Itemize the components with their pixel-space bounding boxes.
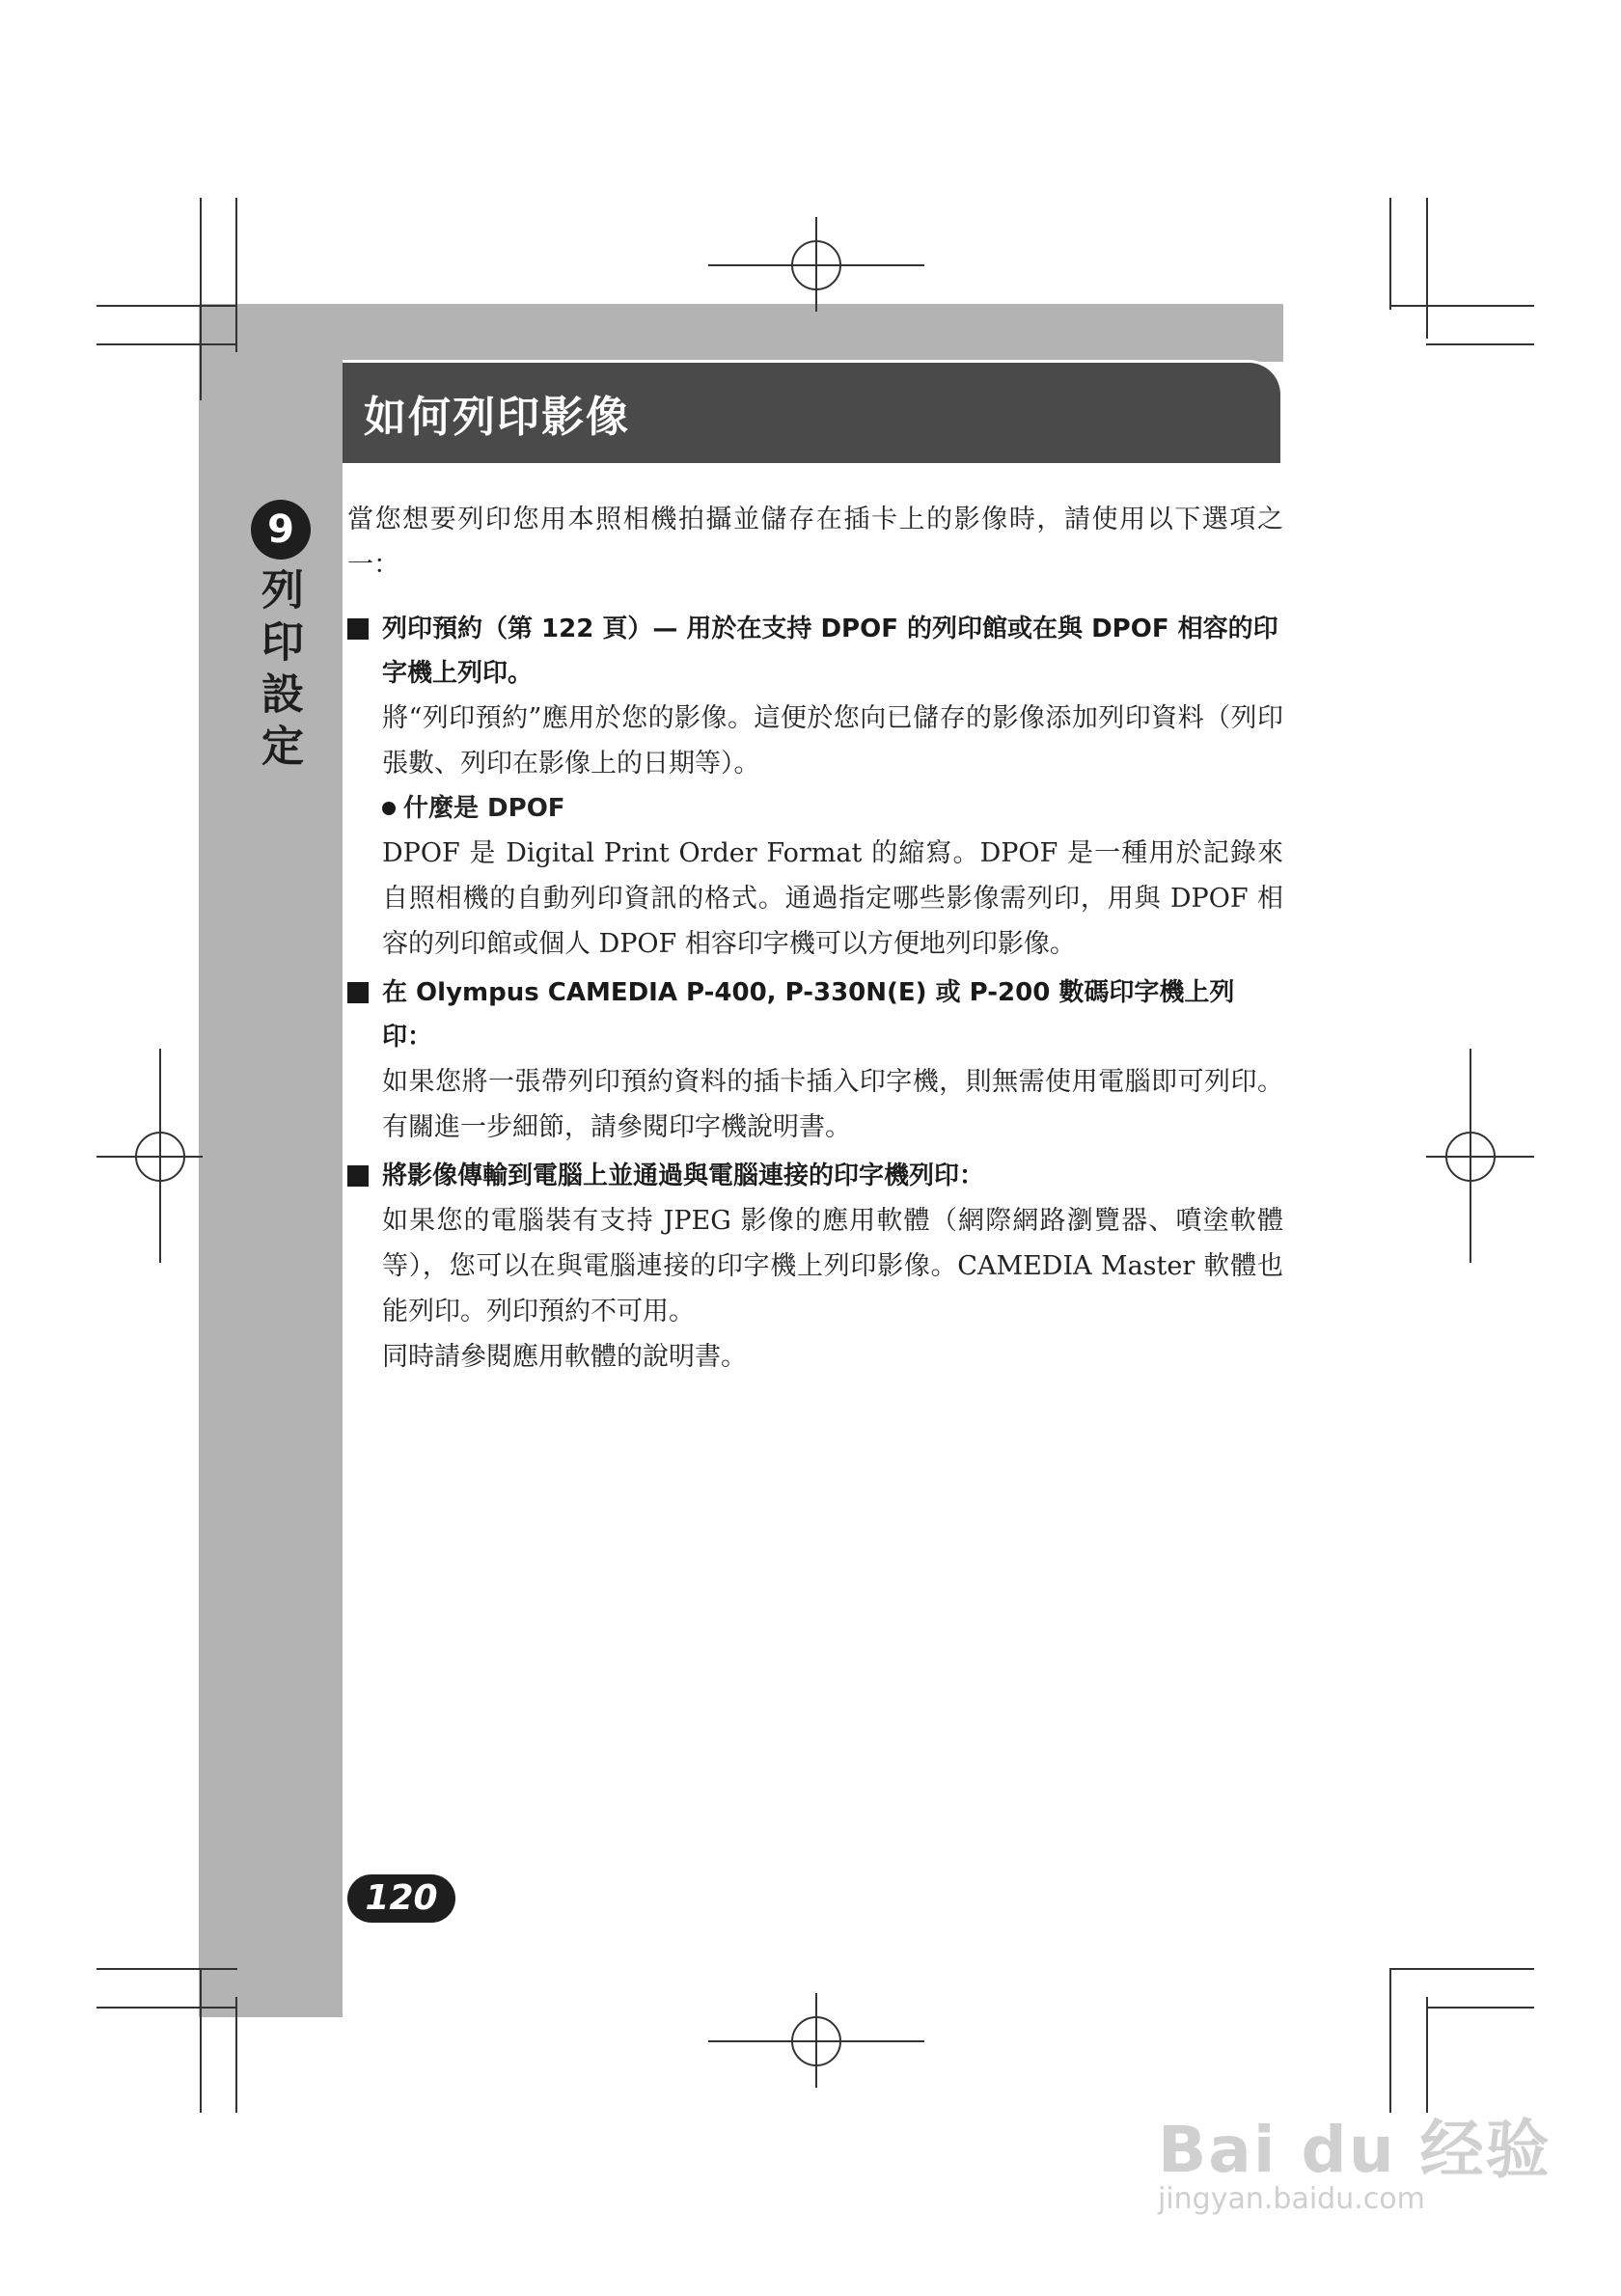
option-note: 同時請參閱應用軟體的說明書。 bbox=[382, 1342, 747, 1372]
crop-mark bbox=[96, 1968, 237, 1970]
chapter-title: 列印設定 bbox=[254, 567, 303, 776]
option-heading bbox=[347, 1154, 1283, 1198]
crop-mark bbox=[1389, 1968, 1534, 1970]
crop-mark bbox=[1426, 1997, 1428, 2113]
watermark-logo: Bai du 经验 bbox=[1158, 2113, 1552, 2187]
intro-paragraph: 當您想要列印您用本照相機拍攝並儲存在插卡上的影像時，請使用以下選項之一： bbox=[347, 505, 1283, 580]
crop-mark bbox=[1426, 2007, 1534, 2009]
crop-mark bbox=[235, 1997, 237, 2113]
crop-mark bbox=[235, 198, 237, 352]
registration-mark bbox=[1445, 1132, 1496, 1182]
header-top-band bbox=[199, 304, 1283, 362]
registration-mark bbox=[135, 1132, 185, 1182]
crop-mark bbox=[96, 305, 237, 307]
crop-mark bbox=[200, 198, 202, 400]
page-title: 如何列印影像 bbox=[364, 393, 630, 442]
main-content bbox=[347, 497, 1283, 1380]
option-item bbox=[347, 1154, 1283, 1380]
option-heading bbox=[347, 970, 1283, 1059]
option-item bbox=[347, 607, 1283, 967]
crop-mark bbox=[200, 1968, 202, 2113]
option-title: 列印預約（第 122 頁）— 用於在支持 DPOF 的列印館或在與 DPOF 相容的印字機上列印。 bbox=[382, 615, 1278, 688]
option-body: 將“列印預約”應用於您的影像。這便於您向已儲存的影像添加列印資料（列印張數、列印在影像上的日期等）。 bbox=[382, 703, 1283, 779]
crop-mark bbox=[1389, 305, 1534, 307]
crop-mark bbox=[1389, 1968, 1391, 2113]
crop-mark bbox=[1426, 343, 1534, 345]
sub-heading bbox=[382, 786, 1283, 831]
crop-mark bbox=[1426, 198, 1428, 339]
page-number: 120 bbox=[347, 1874, 455, 1923]
chapter-number-badge: 9 bbox=[251, 500, 311, 560]
option-title: 在 Olympus CAMEDIA P-400, P-330N(E) 或 P-200 數碼印字機上列印： bbox=[382, 978, 1235, 1052]
sub-heading-text: 什麼是 DPOF bbox=[403, 794, 565, 823]
option-body: 如果您的電腦裝有支持 JPEG 影像的應用軟體（網際網路瀏覽器、噴塗軟體等），您可以在與電腦連接的印字機上列印影像。CAMEDIA Master 軟體也能列印。列印預約不可用。 bbox=[382, 1206, 1283, 1326]
option-heading bbox=[347, 607, 1283, 696]
square-bullet-icon bbox=[347, 1165, 369, 1187]
crop-mark bbox=[1389, 198, 1391, 310]
crop-mark bbox=[96, 343, 237, 345]
option-body: 如果您將一張帶列印預約資料的插卡插入印字機，則無需使用電腦即可列印。有關進一步細節，請參閱印字機說明書。 bbox=[382, 1067, 1283, 1142]
watermark-url: jingyan.baidu.com bbox=[1158, 2182, 1425, 2216]
option-title: 將影像傳輸到電腦上並通過與電腦連接的印字機列印： bbox=[382, 1162, 985, 1190]
crop-mark bbox=[96, 2007, 237, 2009]
chapter-side-band bbox=[199, 304, 343, 2017]
option-item bbox=[347, 970, 1283, 1150]
square-bullet-icon bbox=[347, 618, 369, 640]
sub-body: DPOF 是 Digital Print Order Format 的縮寫。DPOF 是一種用於記錄來自照相機的自動列印資訊的格式。通過指定哪些影像需列印，用與 DPOF 相容的列印館或個人 DPOF 相容印字機可以方便地列印影像。 bbox=[382, 838, 1283, 959]
registration-mark bbox=[791, 2016, 841, 2066]
square-bullet-icon bbox=[347, 982, 369, 1003]
dot-bullet-icon bbox=[382, 802, 396, 815]
section-header bbox=[343, 360, 1283, 466]
registration-mark bbox=[791, 240, 841, 290]
